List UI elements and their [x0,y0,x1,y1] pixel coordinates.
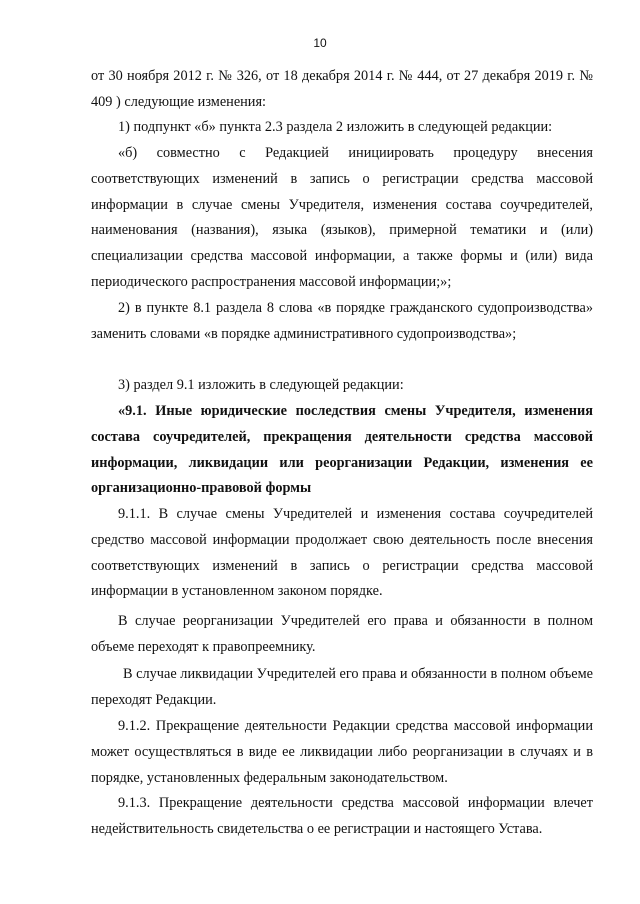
paragraph-9-1-1: 9.1.1. В случае смены Учредителей и изменения состава соучредителей средство массовой информации продолжает свою деятельность после внесения соответствующих изменений в запись о регистрации средства массовой информации в установленном законом порядке. [91,506,593,600]
paragraph-item-1: 1) подпункт «б» пункта 2.3 раздела 2 изложить в следующей редакции: [118,119,553,135]
paragraph-subitem-b: «б) совместно с Редакцией инициировать процедуру внесения соответствующих изменений в запись о регистрации средства массовой информации в случае смены Учредителя, изменения состава соучредителей, наименования (названия), языка (языков), примерной тематики и (или) специализации средства массовой информации, а также формы и (или) вида периодического распространения массовой информации;»; [91,145,593,290]
paragraph-9-1-2: 9.1.2. Прекращение деятельности Редакции средства массовой информации может осуществляться в виде ее ликвидации либо реорганизации в случаях и в порядке, установленных федеральным законодательством. [91,718,593,786]
paragraph-9-1-3: 9.1.3. Прекращение деятельности средства массовой информации влечет недействительность свидетельства о ее регистрации и настоящего Устава. [91,795,593,837]
paragraph-liquidation: В случае ликвидации Учредителей его права и обязанности в полном объеме переходят Редакции. [91,666,593,708]
paragraph-intro-continuation: от 30 ноября 2012 г. № 326, от 18 декабря 2014 г. № 444, от 27 декабря 2019 г. № 409 ) следующие изменения: [91,68,593,110]
paragraph-item-2: 2) в пункте 8.1 раздела 8 слова «в порядке гражданского судопроизводства» заменить словами «в порядке административного судопроизводства»; [91,300,593,342]
page-number: 10 [313,36,327,50]
paragraph-item-3: 3) раздел 9.1 изложить в следующей редакции: [118,377,404,393]
paragraph-reorganization: В случае реорганизации Учредителей его права и обязанности в полном объеме переходят к правопреемнику. [91,613,593,655]
section-heading-9-1: «9.1. Иные юридические последствия смены Учредителя, изменения состава соучредителей, прекращения деятельности средства массовой информации, ликвидации или реорганизации Редакции, изменения ее организационно-правовой формы [91,403,593,497]
